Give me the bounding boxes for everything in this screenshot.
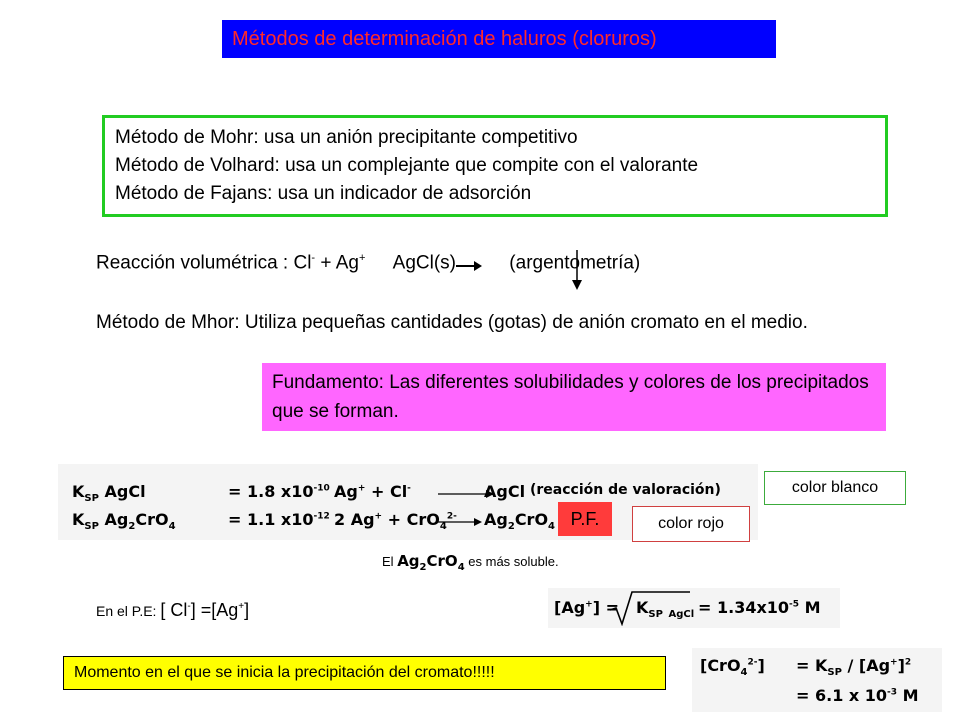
ag-charge: + bbox=[358, 252, 366, 264]
soluble-line: El $Ag_2CrO_4$ es más soluble. bbox=[382, 552, 559, 573]
method-volhard: Método de Volhard: usa un complejante que compite con el valorante bbox=[115, 155, 699, 176]
ag-concentration-equation: [Ag+] = $K_{SP}$ $_{AgCl}$ = $1.34x10^{-5}$ M bbox=[548, 588, 840, 628]
reaction-ag: + Ag bbox=[315, 252, 359, 274]
reaction-prefix: Reacción volumétrica : Cl bbox=[96, 252, 312, 274]
page-title: Métodos de determinación de haluros (cloruros) bbox=[222, 20, 776, 58]
ksp-agcl-value: = 1.8 $x10^{-10}$ bbox=[228, 482, 330, 501]
row2-arrow-icon bbox=[438, 516, 482, 528]
ksp-ag2cro4-value: = 1.1 $x10^{-12}$ bbox=[228, 510, 330, 529]
row2-reactants: 2 Ag+ + CrO$_4^{2-}$ bbox=[334, 510, 457, 533]
row1-product: AgCl bbox=[484, 482, 526, 501]
reaccion-valoracion-note: (reacción de valoración) bbox=[530, 482, 721, 498]
color-blanco-label: color blanco bbox=[764, 471, 906, 505]
reaction-line bbox=[96, 252, 640, 274]
pe-line: En el P.E: [ Cl-] =[Ag+] bbox=[96, 600, 250, 620]
reaction-arrow-icon bbox=[456, 256, 482, 272]
cl-charge: - bbox=[311, 252, 316, 264]
row2-product: $Ag_2CrO_4$ bbox=[484, 510, 556, 533]
row1-reactants: Ag+ + Cl- bbox=[334, 482, 411, 501]
momento-box: Momento en el que se inicia la precipitación del cromato!!!!! bbox=[63, 656, 666, 690]
color-rojo-label: color rojo bbox=[632, 506, 750, 542]
cro4-concentration-equation: [CrO$_4^{2-}$] = $K_{SP} / [Ag^+]^2$ = 6.1 x $10^{-3}$ M bbox=[692, 648, 942, 712]
method-fajans: Método de Fajans: usa un indicador de adsorción bbox=[115, 183, 532, 204]
pf-label: P.F. bbox=[558, 502, 612, 536]
mhor-paragraph: Método de Mhor: Utiliza pequeñas cantidades (gotas) de anión cromato en el medio. bbox=[96, 312, 808, 333]
reaction-note: (argentometría) bbox=[509, 252, 641, 274]
fundamento-box: Fundamento: Las diferentes solubilidades y colores de los precipitados que se forman. bbox=[262, 363, 886, 431]
precipitate-down-arrow-icon bbox=[570, 250, 584, 290]
method-mohr: Método de Mohr: usa un anión precipitante competitivo bbox=[115, 127, 578, 148]
reaction-product: AgCl(s) bbox=[392, 252, 457, 274]
ksp-agcl-label: $K_{SP}$ AgCl bbox=[72, 482, 146, 505]
methods-box bbox=[102, 115, 888, 217]
ag2cro4-formula: $Ag_2CrO_4$ bbox=[397, 552, 465, 573]
ksp-ag2cro4-label: $K_{SP}$ $Ag_2CrO_4$ bbox=[72, 510, 176, 533]
